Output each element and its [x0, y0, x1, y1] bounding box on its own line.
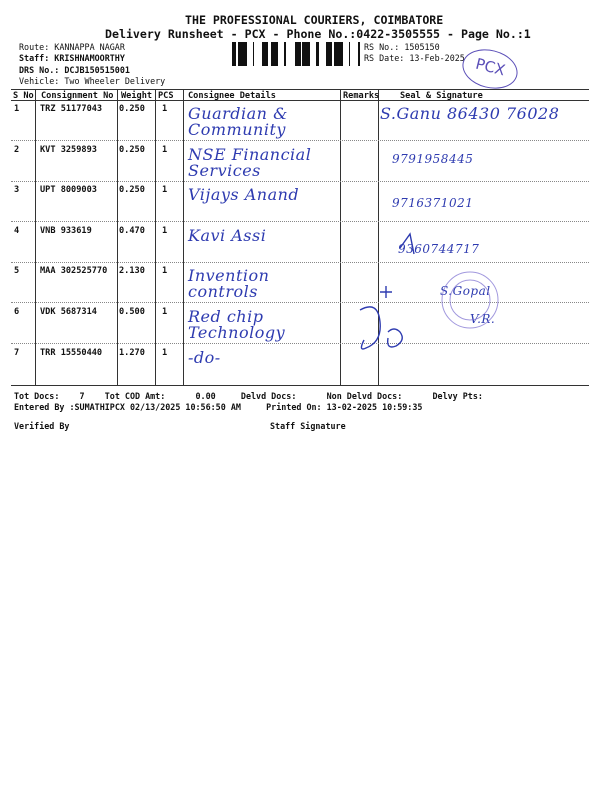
- row-consignee-handwritten: -do-: [188, 348, 221, 367]
- row-weight: 0.250: [119, 145, 145, 155]
- drs-line: DRS No.: DCJB150515001: [19, 65, 130, 75]
- row-sno: 1: [14, 104, 20, 114]
- staff-signature-label: Staff Signature: [270, 421, 346, 431]
- row-pcs: 1: [162, 266, 168, 276]
- entered-by-line: Entered By :SUMATHIPCX 02/13/2025 10:56:50 AM Printed On: 13-02-2025 10:59:35: [14, 402, 423, 412]
- row-consignment-no: UPT 8009003: [40, 185, 97, 195]
- route-line: Route: KANNAPPA NAGAR: [19, 42, 125, 52]
- col-header-remarks: Remarks: [343, 91, 380, 101]
- row-weight: 2.130: [119, 266, 145, 276]
- row-signature-handwritten: 9360744717: [398, 242, 480, 256]
- row-weight: 0.250: [119, 104, 145, 114]
- row-consignee-handwritten: NSE Financial Services: [188, 145, 312, 180]
- rs-date: RS Date: 13-Feb-2025: [364, 53, 465, 63]
- row-weight: 1.270: [119, 348, 145, 358]
- row-signature-handwritten: S.Ganu 86430 76028: [380, 104, 560, 123]
- row-consignee-handwritten: Guardian & Community: [188, 104, 288, 139]
- rs-number: RS No.: 1505150: [364, 42, 440, 52]
- row-sno: 2: [14, 145, 20, 155]
- row-consignee-handwritten: Red chip Technology: [188, 307, 286, 342]
- row-signature-handwritten: V.R.: [470, 312, 496, 326]
- row-consignment-no: VNB 933619: [40, 226, 92, 236]
- company-title: THE PROFESSIONAL COURIERS, COIMBATORE: [185, 13, 444, 27]
- row-consignee-handwritten: Invention controls: [188, 266, 270, 301]
- row-pcs: 1: [162, 307, 168, 317]
- row-sno: 7: [14, 348, 20, 358]
- row-consignee-handwritten: Vijays Anand: [188, 185, 300, 204]
- row-sno: 5: [14, 266, 20, 276]
- staff-line: Staff: KRISHNAMOORTHY: [19, 53, 125, 63]
- signature-scribble: [360, 307, 380, 349]
- row-sno: 3: [14, 185, 20, 195]
- row-consignment-no: KVT 3259893: [40, 145, 97, 155]
- col-header-weight: Weight: [121, 91, 153, 101]
- row-pcs: 1: [162, 145, 168, 155]
- signature-scribble: [388, 329, 403, 347]
- verified-by-label: Verified By: [14, 421, 70, 431]
- row-consignment-no: VDK 5687314: [40, 307, 97, 317]
- row-consignment-no: MAA 302525770: [40, 266, 108, 276]
- totals-line: Tot Docs: 7 Tot COD Amt: 0.00 Delvd Docs: Non Delvd Docs: Delvy Pts:: [14, 391, 483, 401]
- col-header-seal-signature: Seal & Signature: [400, 91, 483, 101]
- row-weight: 0.470: [119, 226, 145, 236]
- row-signature-handwritten: 9716371021: [392, 196, 474, 210]
- row-pcs: 1: [162, 104, 168, 114]
- row-signature-handwritten: 9791958445: [392, 152, 474, 166]
- row-sno: 4: [14, 226, 20, 236]
- row-consignment-no: TRR 15550440: [40, 348, 103, 358]
- col-header-consignee: Consignee Details: [188, 91, 276, 101]
- row-weight: 0.500: [119, 307, 145, 317]
- row-signature-handwritten: S.Gopal: [440, 284, 491, 298]
- row-pcs: 1: [162, 185, 168, 195]
- row-weight: 0.250: [119, 185, 145, 195]
- row-consignment-no: TRZ 51177043: [40, 104, 103, 114]
- runsheet-subtitle: Delivery Runsheet - PCX - Phone No.:0422-3505555 - Page No.:1: [105, 27, 531, 41]
- signature-scribble: [400, 234, 414, 254]
- vehicle-line: Vehicle: Two Wheeler Delivery: [19, 76, 166, 86]
- col-header-consignment: Consignment No: [41, 91, 114, 101]
- plus-mark: [380, 286, 392, 298]
- stamp-text: PCX: [473, 54, 508, 80]
- row-consignee-handwritten: Kavi Assi: [188, 226, 267, 245]
- col-header-pcs: PCS: [158, 91, 174, 101]
- col-header-sno: S No: [13, 91, 34, 101]
- row-sno: 6: [14, 307, 20, 317]
- row-pcs: 1: [162, 226, 168, 236]
- row-pcs: 1: [162, 348, 168, 358]
- company-seal-inner: [450, 280, 490, 320]
